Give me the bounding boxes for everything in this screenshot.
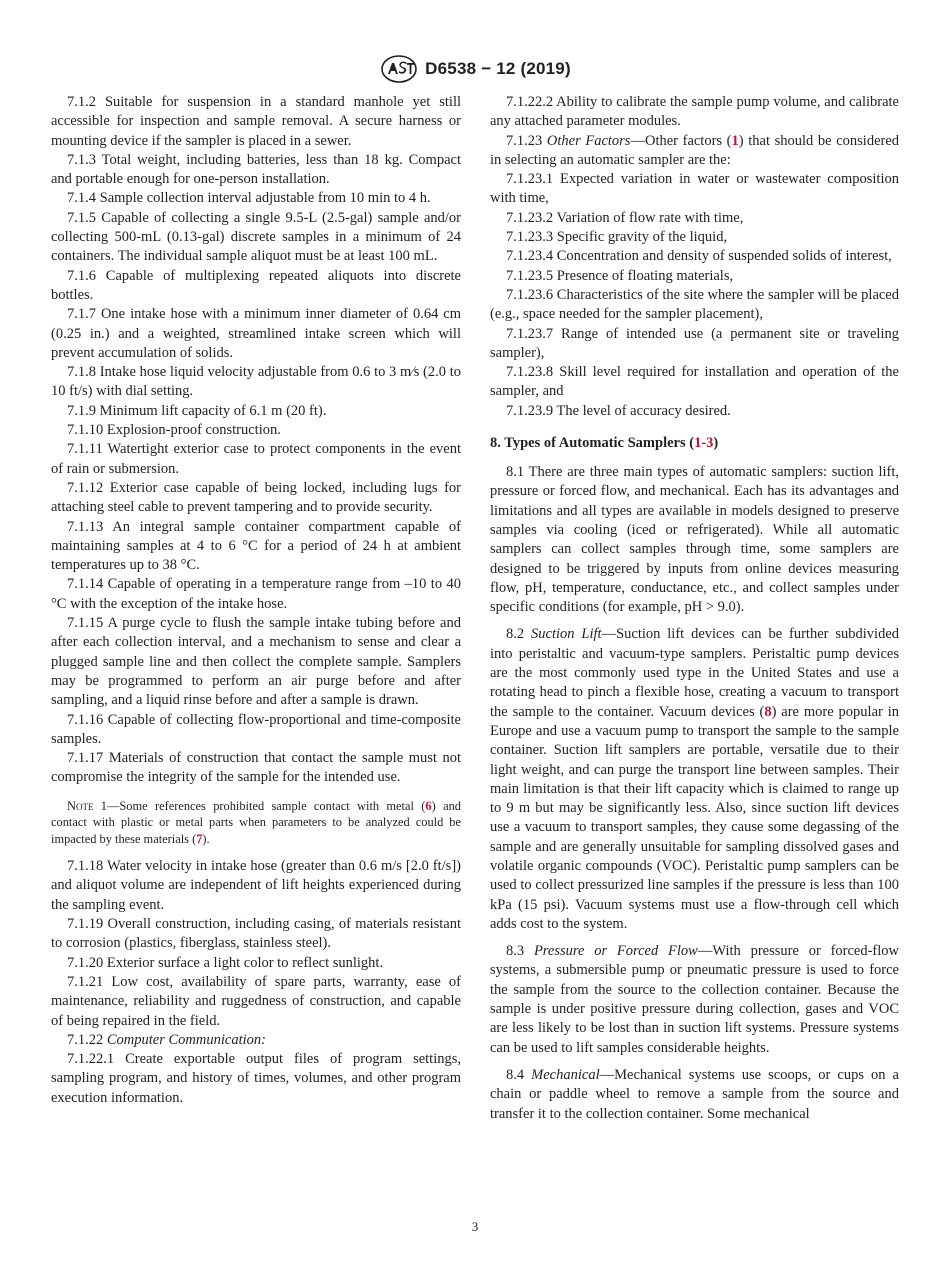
paragraph-8-4: 8.4 Mechanical—Mechanical systems use scoops, or cups on a chain or paddle wheel to remove a sample from the source and transfer it to the collection container. Some mechanical [490,1066,899,1122]
paragraph-7-1-21: 7.1.21 Low cost, availability of spare parts, warranty, ease of maintenance, reliability and ruggedness of construction, and capable of being repaired in the field. [51,973,461,1029]
left-column [51,93,461,1108]
reference-link[interactable]: 8 [764,703,772,720]
paragraph-7-1-22-2: 7.1.22.2 Ability to calibrate the sample pump volume, and calibrate any attached parameter modules. [490,94,899,130]
paragraph-7-1-6: 7.1.6 Capable of multiplexing repeated aliquots into discrete bottles. [51,267,461,303]
paragraph-7-1-10: 7.1.10 Explosion-proof construction. [67,422,281,439]
subsection-title: Other Factors [546,132,631,149]
subsection-title: Suction Lift [531,626,602,643]
paragraph-7-1-8: 7.1.8 Intake hose liquid velocity adjustable from 0.6 to 3 m⁄s (2.0 to 10 ft/s) with dial setting. [51,364,461,400]
paragraph-7-1-5: 7.1.5 Capable of collecting a single 9.5-L (2.5-gal) sample and/or collecting 500-mL (0.13-gal) discrete samples in a minimum of 24 containers. The individual sample aliquot must be at least 100 mL. [51,209,461,265]
paragraph-8-2: 8.2 Suction Lift—Suction lift devices can be further subdivided into peristaltic and vacuum-type samplers. Peristaltic pump devices are the most commonly used type in the United States and use a rotating head to pinch a flexible hose, creating a vacuum to transport the sample to the container. Vacuum devices (8) are more popular in Europe and use a vacuum pump to transport the sample to the sample container. Suction lift samplers are portable, versatile due to their light weight, and can purge the transport line between samples. Their main limitation is that their lift capacity which is claimed to range up to 9 m but may be significantly less. Also, since suction lift devices use a vacuum to transport samples, they cause some degassing of the sample and are generally unsuitable for sampling dissolved gases and volatile organic compounds (VOC). Peristaltic pump samplers can be used to collect pressurized line samples if the pressure is less than 100 kPa (15 psi). Vacuum systems must use a flow-through cell which adds cost to the system. [490,626,899,932]
paragraph-7-1-23-6: 7.1.23.6 Characteristics of the site where the sampler will be placed (e.g., space needed for the sampler placement), [490,286,899,323]
reference-link[interactable]: 1-3 [694,435,714,452]
paragraph-7-1-20: 7.1.20 Exterior surface a light color to reflect sunlight. [67,954,384,971]
paragraph-7-1-14: 7.1.14 Capable of operating in a temperature range from –10 to 40 °C with the exception of the intake hose. [51,576,461,612]
paragraph-7-1-23-1: 7.1.23.1 Expected variation in water or wastewater composition with time, [490,171,899,207]
paragraph-7-1-11: 7.1.11 Watertight exterior case to protect components in the event of rain or submersion. [51,441,461,477]
paragraph-7-1-13: 7.1.13 An integral sample container compartment capable of maintaining samples at 4 to 6 °C for a period of 24 h at ambient temperatures up to 38 °C. [51,518,461,574]
paragraph-7-1-23-8: 7.1.23.8 Skill level required for installation and operation of the sampler, and [490,364,899,400]
section-heading-8: 8. Types of Automatic Samplers (1-3) [490,435,719,452]
paragraph-7-1-22-1: 7.1.22.1 Create exportable output files of program settings, sampling program, and history of times, volumes, and other program execution information. [51,1051,461,1106]
paragraph-7-1-18: 7.1.18 Water velocity in intake hose (greater than 0.6 m/s [2.0 ft/s]) and aliquot volume are independent of lift heights experienced during the sampling event. [51,858,461,913]
document-designation: D6538 − 12 (2019) [425,59,571,78]
paragraph-8-1: 8.1 There are three main types of automatic samplers: suction lift, pressure or forced flow, and mechanical. Each has its advantages and limitations and all types are available in models designed to preserve samples via cooling (iced or refrigerated). While all automatic samplers can collect samples through time, some samplers are designed to be triggered by inputs from online devices measuring flow, pH, temperature, conductance, etc., and collect samples under specific conditions (for example, pH > 9.0). [490,464,899,616]
paragraph-7-1-15: 7.1.15 A purge cycle to flush the sample intake tubing before and after each collection interval, and a mechanism to sense and clear a plugged sample line and then collect the complete sample. Samplers may be programmed to perform an air purge before and after sampling, and a liquid rinse before and after a sample is drawn. [51,615,461,709]
paragraph-7-1-4: 7.1.4 Sample collection interval adjustable from 10 min to 4 h. [67,190,431,207]
page-header [0,53,950,85]
paragraph-7-1-12: 7.1.12 Exterior case capable of being locked, including lugs for attaching steel cable to prevent tampering and to provide security. [51,479,461,516]
reference-link[interactable]: 6 [425,798,432,813]
paragraph-7-1-23: 7.1.23 Other Factors—Other factors (1) that should be considered in selecting an automatic sampler are the: [490,132,900,168]
paragraph-7-1-3: 7.1.3 Total weight, including batteries, less than 18 kg. Compact and portable enough for one-person installation. [51,151,461,188]
astm-logo-icon [379,54,419,84]
paragraph-7-1-19: 7.1.19 Overall construction, including casing, of materials resistant to corrosion (plastics, fiberglass, stainless steel). [51,916,461,952]
paragraph-7-1-23-2: 7.1.23.2 Variation of flow rate with time, [506,209,744,226]
note-label: Note 1 [67,798,107,813]
right-column [490,93,899,1124]
paragraph-7-1-23-4: 7.1.23.4 Concentration and density of suspended solids of interest, [506,248,892,265]
paragraph-7-1-16: 7.1.16 Capable of collecting flow-proportional and time-composite samples. [51,711,461,747]
subsection-title: Pressure or Forced Flow [533,943,698,960]
subsection-title: Computer Communication: [106,1031,266,1048]
subsection-title: Mechanical [531,1066,600,1083]
paragraph-7-1-7: 7.1.7 One intake hose with a minimum inner diameter of 0.64 cm (0.25 in.) and a weighted, streamlined intake screen which will prevent accumulation of solids. [51,306,461,361]
paragraph-7-1-23-9: 7.1.23.9 The level of accuracy desired. [506,402,731,419]
paragraph-7-1-22: 7.1.22 Computer Communication: [67,1031,266,1048]
paragraph-7-1-9: 7.1.9 Minimum lift capacity of 6.1 m (20 ft). [67,402,327,419]
reference-link[interactable]: 1 [731,132,739,149]
page-number: 3 [471,1219,479,1234]
paragraph-7-1-23-3: 7.1.23.3 Specific gravity of the liquid, [506,229,728,246]
reference-link[interactable]: 7 [196,831,203,846]
paragraph-7-1-23-7: 7.1.23.7 Range of intended use (a permanent site or traveling sampler), [490,325,899,361]
note-1: Note 1—Some references prohibited sample contact with metal (6) and contact with plastic or metal parts when parameters to be analyzed could be impacted by these materials (7). [51,798,461,846]
paragraph-7-1-2: 7.1.2 Suitable for suspension in a standard manhole yet still accessible for inspection and sample removal. A secure harness or mounting device if the sampler is placed in a sewer. [51,94,461,149]
paragraph-7-1-23-5: 7.1.23.5 Presence of floating materials, [506,267,734,284]
paragraph-8-3: 8.3 Pressure or Forced Flow—With pressure or forced-flow systems, a submersible pump or pneumatic pressure is used to force the sample from the source to the collection container. Because the sample is under positive pressure during collection, gases and VOC are less likely to be lost than in suction lift systems. Pressure systems can be used to lift samples considerable heights. [490,943,900,1056]
paragraph-7-1-17: 7.1.17 Materials of construction that contact the sample must not compromise the integrity of the sample for the intended use. [51,750,461,786]
